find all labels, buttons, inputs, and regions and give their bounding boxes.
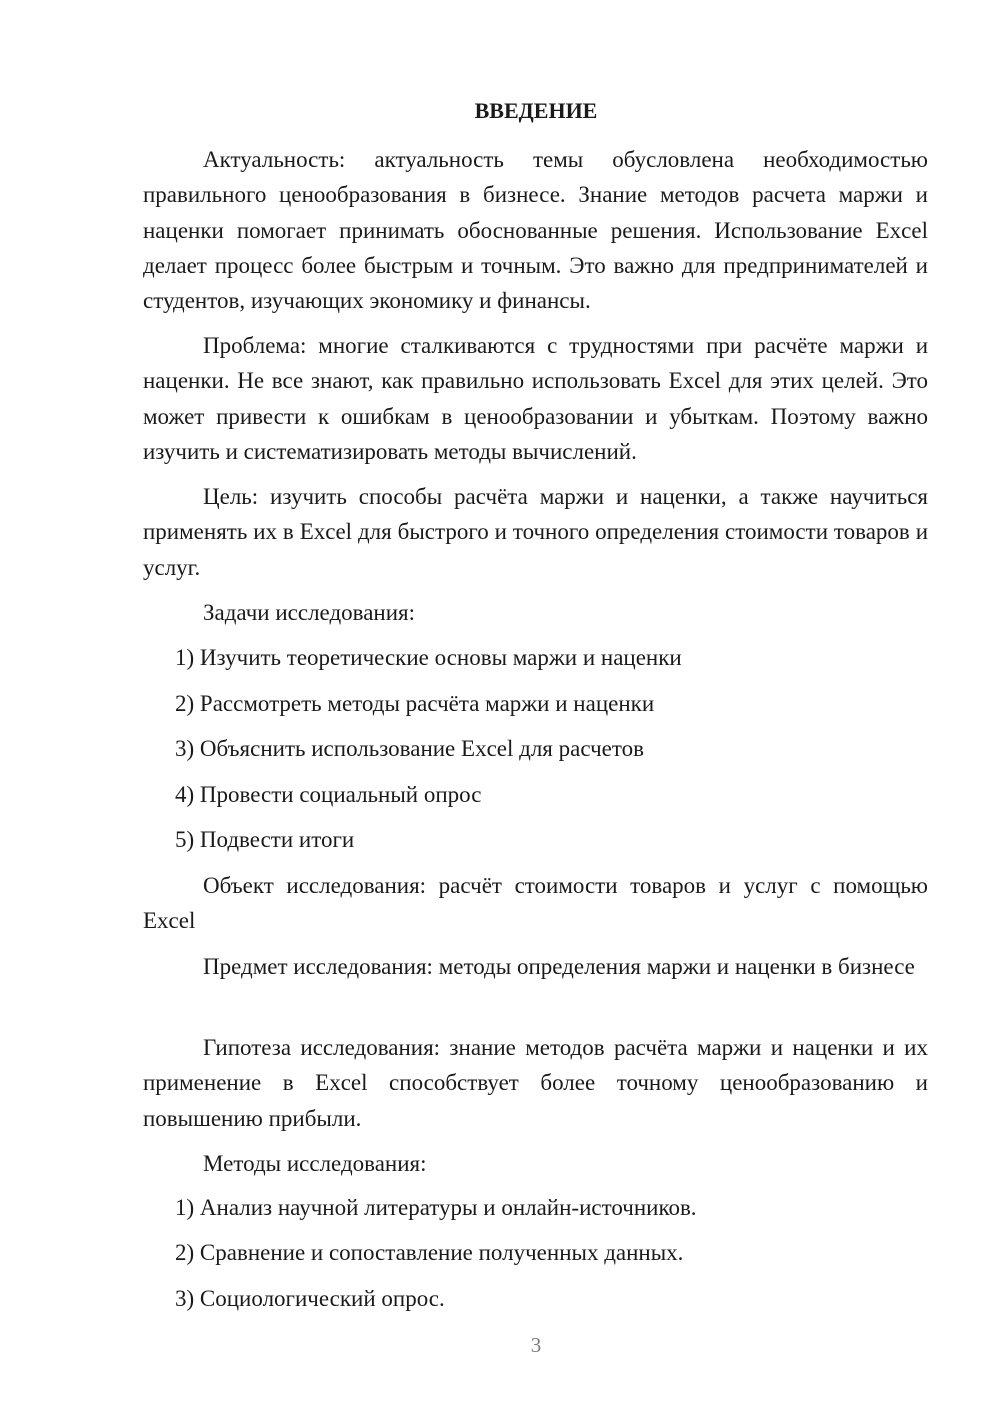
methods-heading: Методы исследования: xyxy=(203,1151,427,1176)
problem-paragraph: Проблема: многие сталкиваются с трудностями при расчёте маржи и наценки. Не все знают, как правильно использовать Excel для этих целей. Это может привести к ошибкам в ценообразовании и убыткам. Поэтому важно изучить и систематизировать методы вычислений. xyxy=(143,333,928,464)
relevance-paragraph: Актуальность: актуальность темы обусловлена необходимостью правильного ценообразования в бизнесе. Знание методов расчета маржи и наценки помогает принимать обоснованные решения. Использование Excel делает процесс более быстрым и точным. Это важно для предпринимателей и студентов, изучающих экономику и финансы. xyxy=(143,147,928,314)
method-item: 3) Социологический опрос. xyxy=(175,1286,445,1311)
method-item: 1) Анализ научной литературы и онлайн-источников. xyxy=(175,1195,697,1220)
goal-paragraph: Цель: изучить способы расчёта маржи и наценки, а также научиться применять их в Excel для быстрого и точного определения стоимости товаров и услуг. xyxy=(143,484,928,580)
task-item: 1) Изучить теоретические основы маржи и наценки xyxy=(175,645,682,670)
tasks-heading: Задачи исследования: xyxy=(203,600,416,625)
task-item: 4) Провести социальный опрос xyxy=(175,782,482,807)
hypothesis-paragraph: Гипотеза исследования: знание методов расчёта маржи и наценки и их применение в Excel способствует более точному ценообразованию и повышению прибыли. xyxy=(143,1035,928,1131)
object-paragraph: Объект исследования: расчёт стоимости товаров и услуг с помощью Excel xyxy=(143,873,928,934)
method-item: 2) Сравнение и сопоставление полученных данных. xyxy=(175,1240,684,1265)
task-item: 5) Подвести итоги xyxy=(175,827,355,852)
task-item: 3) Объяснить использование Excel для расчетов xyxy=(175,736,644,761)
subject-paragraph: Предмет исследования: методы определения маржи и наценки в бизнесе xyxy=(203,954,915,979)
page-title: ВВЕДЕНИЕ xyxy=(474,98,598,123)
page-number: 3 xyxy=(530,1333,542,1357)
task-item: 2) Рассмотреть методы расчёта маржи и наценки xyxy=(175,691,655,716)
